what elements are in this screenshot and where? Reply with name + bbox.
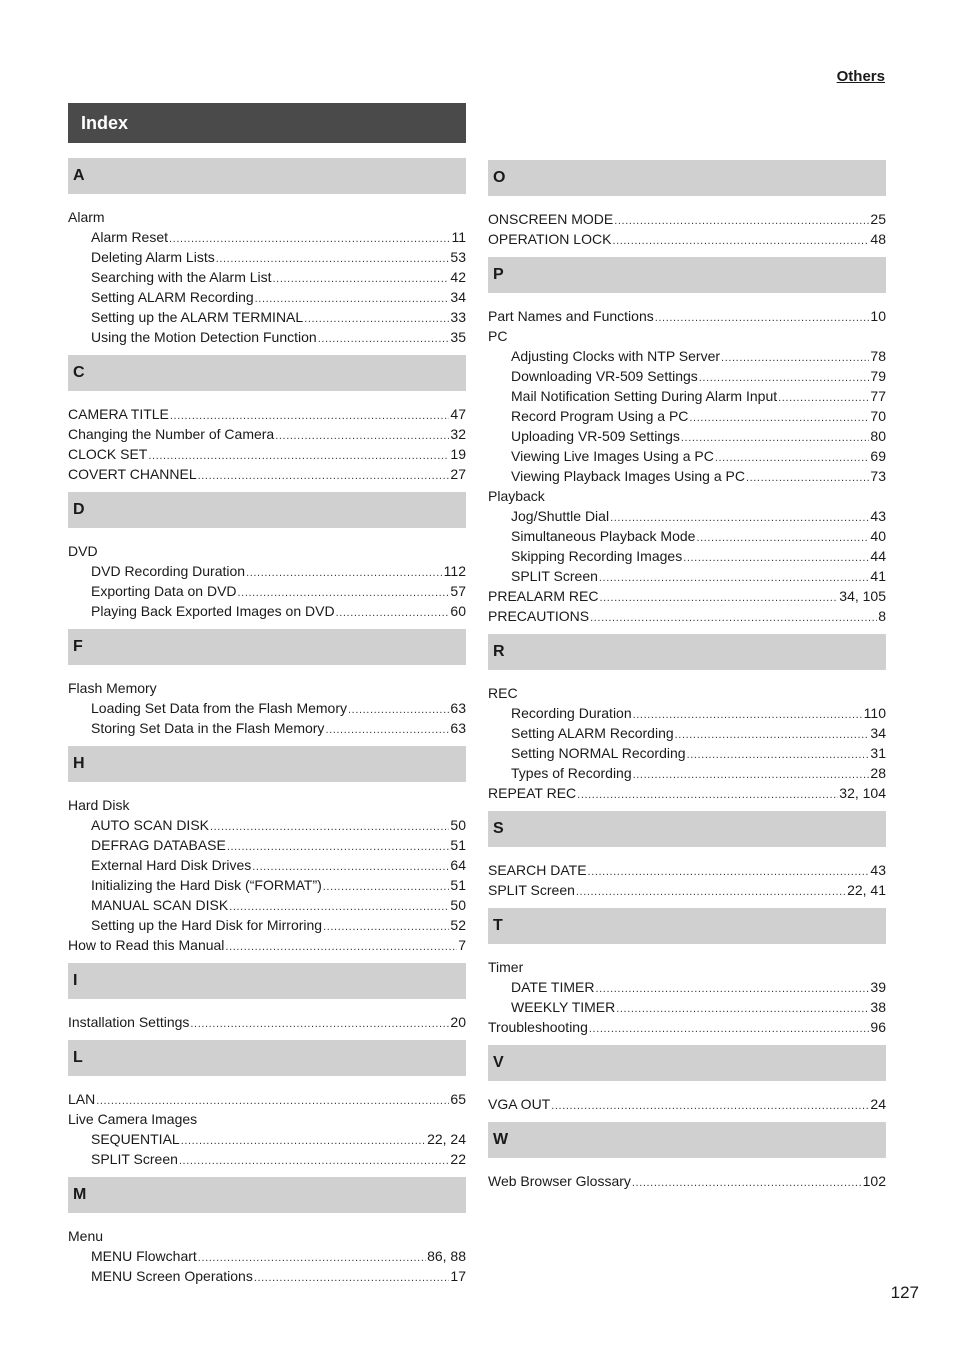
entry-term: Part Names and Functions	[488, 308, 654, 324]
entry-term: Viewing Playback Images Using a PC	[511, 468, 745, 484]
entry-page-ref: 86, 88	[427, 1248, 466, 1264]
dot-leader	[681, 428, 870, 448]
letter-heading	[68, 629, 466, 665]
entry-term: Flash Memory	[68, 680, 157, 696]
entry-page-ref: 10	[870, 308, 886, 324]
entry-page-ref: 38	[870, 999, 886, 1015]
dot-leader	[238, 583, 450, 603]
dot-leader	[96, 1091, 449, 1111]
dot-leader	[589, 1019, 870, 1039]
index-subentry	[488, 763, 886, 783]
entry-term: MANUAL SCAN DISK	[91, 897, 229, 913]
entry-page-ref: 42	[450, 269, 466, 285]
dot-leader	[696, 528, 869, 548]
entry-term: Downloading VR-509 Settings	[511, 368, 698, 384]
index-subentry	[68, 601, 466, 621]
index-entry-list	[68, 541, 466, 621]
dot-leader	[252, 857, 449, 877]
entry-page-ref: 50	[450, 897, 466, 913]
letter-heading	[488, 811, 886, 847]
dot-leader	[323, 917, 449, 937]
index-subentry	[488, 546, 886, 566]
entry-term: REC	[488, 685, 518, 701]
entry-page-ref: 53	[450, 249, 466, 265]
entry-term: SPLIT Screen	[488, 882, 575, 898]
letter-heading	[68, 492, 466, 528]
entry-term: Menu	[68, 1228, 104, 1244]
index-subentry	[68, 1266, 466, 1286]
index-entry	[68, 1012, 466, 1032]
entry-page-ref: 41	[870, 568, 886, 584]
entry-term: Setting NORMAL Recording	[511, 745, 686, 761]
entry-term: Installation Settings	[68, 1014, 190, 1030]
entry-term: LAN	[68, 1091, 96, 1107]
index-title: Index	[81, 113, 129, 133]
dot-leader	[610, 508, 869, 528]
index-entry	[488, 606, 886, 626]
dot-leader	[632, 1173, 862, 1193]
entry-term: Setting up the Hard Disk for Mirroring	[91, 917, 323, 933]
index-entry	[488, 586, 886, 606]
letter-heading	[68, 1177, 466, 1213]
entry-page-ref: 52	[450, 917, 466, 933]
entry-term: Setting up the ALARM TERMINAL	[91, 309, 304, 325]
entry-page-ref: 69	[870, 448, 886, 464]
index-subentry	[68, 915, 466, 935]
index-subentry	[68, 1129, 466, 1149]
dot-leader	[577, 785, 838, 805]
index-subentry	[68, 1149, 466, 1169]
entry-term: Changing the Number of Camera	[68, 426, 275, 442]
dot-leader	[181, 1131, 426, 1151]
entry-page-ref: 60	[450, 603, 466, 619]
entry-term: Loading Set Data from the Flash Memory	[91, 700, 348, 716]
index-subentry	[68, 267, 466, 287]
letter-heading-label: H	[73, 755, 85, 772]
index-entry-list	[488, 957, 886, 1037]
letter-heading-label: A	[73, 167, 85, 184]
letter-heading	[68, 355, 466, 391]
entry-term: Using the Motion Detection Function	[91, 329, 317, 345]
index-subentry	[488, 506, 886, 526]
index-subentry	[488, 743, 886, 763]
entry-page-ref: 33	[450, 309, 466, 325]
index-entry	[488, 326, 886, 346]
dot-leader	[778, 388, 869, 408]
entry-term: WEEKLY TIMER	[511, 999, 616, 1015]
dot-leader	[614, 211, 869, 231]
entry-term: Jog/Shuttle Dial	[511, 508, 610, 524]
index-entry-list	[488, 683, 886, 803]
dot-leader	[169, 229, 450, 249]
index-subentry	[488, 723, 886, 743]
index-left-column	[68, 158, 466, 1294]
entry-page-ref: 39	[870, 979, 886, 995]
index-entry	[488, 209, 886, 229]
index-entry-list	[68, 207, 466, 347]
index-entry	[68, 424, 466, 444]
index-subentry	[68, 1246, 466, 1266]
dot-leader	[254, 1268, 450, 1288]
index-entry	[68, 207, 466, 227]
index-subentry	[68, 307, 466, 327]
dot-leader	[275, 426, 449, 446]
index-title-bar	[68, 103, 466, 143]
entry-term: Types of Recording	[511, 765, 632, 781]
entry-page-ref: 22, 41	[847, 882, 886, 898]
entry-page-ref: 40	[870, 528, 886, 544]
entry-page-ref: 32, 104	[839, 785, 886, 801]
index-entry	[68, 464, 466, 484]
entry-term: CAMERA TITLE	[68, 406, 169, 422]
entry-term: DVD	[68, 543, 98, 559]
index-entry-list	[68, 795, 466, 955]
dot-leader	[198, 466, 450, 486]
entry-page-ref: 34, 105	[839, 588, 886, 604]
entry-term: ONSCREEN MODE	[488, 211, 614, 227]
index-subentry	[68, 835, 466, 855]
index-subentry	[68, 327, 466, 347]
dot-leader	[655, 308, 870, 328]
entry-term: MENU Flowchart	[91, 1248, 197, 1264]
dot-leader	[633, 765, 870, 785]
index-entry	[488, 306, 886, 326]
entry-page-ref: 64	[450, 857, 466, 873]
entry-page-ref: 27	[450, 466, 466, 482]
entry-page-ref: 51	[450, 877, 466, 893]
index-subentry	[488, 426, 886, 446]
entry-page-ref: 77	[870, 388, 886, 404]
dot-leader	[689, 408, 869, 428]
entry-page-ref: 102	[862, 1173, 886, 1189]
entry-page-ref: 78	[870, 348, 886, 364]
dot-leader	[273, 269, 450, 289]
entry-page-ref: 20	[450, 1014, 466, 1030]
entry-term: OPERATION LOCK	[488, 231, 612, 247]
entry-page-ref: 96	[870, 1019, 886, 1035]
entry-page-ref: 17	[450, 1268, 466, 1284]
entry-page-ref: 63	[450, 700, 466, 716]
letter-heading-label: S	[493, 820, 504, 837]
entry-term: REPEAT REC	[488, 785, 577, 801]
entry-term: Hard Disk	[68, 797, 130, 813]
letter-heading-label: W	[493, 1131, 509, 1148]
index-subentry	[488, 977, 886, 997]
page-number: 127	[890, 1283, 919, 1302]
entry-page-ref: 79	[870, 368, 886, 384]
entry-term: Timer	[488, 959, 524, 975]
entry-term: Playback	[488, 488, 545, 504]
letter-heading-label: I	[73, 972, 78, 989]
entry-term: Troubleshooting	[488, 1019, 588, 1035]
letter-heading-label: D	[73, 501, 85, 518]
entry-term: MENU Screen Operations	[91, 1268, 253, 1284]
entry-term: Alarm Reset	[91, 229, 169, 245]
index-subentry	[68, 581, 466, 601]
index-subentry	[68, 247, 466, 267]
letter-heading-label: L	[73, 1049, 83, 1066]
index-entry-list	[488, 1171, 886, 1191]
entry-page-ref: 34	[870, 725, 886, 741]
index-entry	[488, 1171, 886, 1191]
index-subentry	[68, 875, 466, 895]
index-entry-list	[488, 306, 886, 626]
entry-term: AUTO SCAN DISK	[91, 817, 209, 833]
dot-leader	[683, 548, 869, 568]
entry-term: Mail Notification Setting During Alarm Input	[511, 388, 778, 404]
index-entry	[68, 1226, 466, 1246]
entry-term: DEFRAG DATABASE	[91, 837, 226, 853]
index-entry	[488, 860, 886, 880]
entry-term: SEQUENTIAL	[91, 1131, 180, 1147]
dot-leader	[210, 817, 449, 837]
letter-heading	[488, 1122, 886, 1158]
dot-leader	[675, 725, 870, 745]
dot-leader	[551, 1096, 869, 1116]
letter-heading-label: M	[73, 1186, 87, 1203]
index-subentry	[68, 227, 466, 247]
dot-leader	[255, 289, 450, 309]
entry-page-ref: 25	[870, 211, 886, 227]
entry-page-ref: 57	[450, 583, 466, 599]
index-subentry	[68, 698, 466, 718]
entry-page-ref: 24	[870, 1096, 886, 1112]
letter-heading	[488, 160, 886, 196]
entry-term: PC	[488, 328, 508, 344]
index-subentry	[68, 287, 466, 307]
entry-term: Recording Duration	[511, 705, 632, 721]
entry-term: How to Read this Manual	[68, 937, 225, 953]
index-entry	[68, 678, 466, 698]
letter-heading	[488, 1045, 886, 1081]
entry-page-ref: 110	[863, 705, 886, 721]
index-subentry	[488, 386, 886, 406]
index-subentry	[68, 855, 466, 875]
index-entry	[488, 1017, 886, 1037]
dot-leader	[148, 446, 449, 466]
entry-page-ref: 50	[450, 817, 466, 833]
entry-term: Live Camera Images	[68, 1111, 198, 1127]
dot-leader	[229, 897, 449, 917]
dot-leader	[599, 588, 838, 608]
dot-leader	[616, 999, 869, 1019]
entry-term: PREALARM REC	[488, 588, 599, 604]
index-subentry	[68, 895, 466, 915]
index-entry	[488, 1094, 886, 1114]
letter-heading-label: V	[493, 1054, 504, 1071]
entry-term: Adjusting Clocks with NTP Server	[511, 348, 721, 364]
index-entry	[68, 444, 466, 464]
dot-leader	[596, 979, 870, 999]
entry-term: Exporting Data on DVD	[91, 583, 237, 599]
entry-term: Deleting Alarm Lists	[91, 249, 215, 265]
entry-term: Alarm	[68, 209, 105, 225]
dot-leader	[216, 249, 450, 269]
index-subentry	[488, 446, 886, 466]
index-entry	[68, 935, 466, 955]
dot-leader	[348, 700, 449, 720]
entry-page-ref: 35	[450, 329, 466, 345]
entry-term: VGA OUT	[488, 1096, 551, 1112]
index-subentry	[488, 566, 886, 586]
letter-heading-label: O	[493, 169, 506, 186]
entry-page-ref: 31	[870, 745, 886, 761]
index-subentry	[68, 718, 466, 738]
entry-page-ref: 48	[870, 231, 886, 247]
entry-page-ref: 43	[870, 508, 886, 524]
index-subentry	[488, 703, 886, 723]
index-entry	[488, 486, 886, 506]
letter-heading-label: P	[493, 266, 504, 283]
dot-leader	[590, 608, 877, 628]
entry-page-ref: 43	[870, 862, 886, 878]
index-subentry	[488, 526, 886, 546]
letter-heading	[68, 963, 466, 999]
index-entry	[68, 1089, 466, 1109]
entry-term: PRECAUTIONS	[488, 608, 590, 624]
dot-leader	[190, 1014, 449, 1034]
entry-page-ref: 80	[870, 428, 886, 444]
index-subentry	[488, 406, 886, 426]
letter-heading-label: R	[493, 643, 505, 660]
entry-term: Initializing the Hard Disk (“FORMAT”)	[91, 877, 322, 893]
entry-page-ref: 73	[870, 468, 886, 484]
entry-page-ref: 112	[443, 563, 466, 579]
letter-heading-label: F	[73, 638, 83, 655]
entry-page-ref: 22	[450, 1151, 466, 1167]
entry-term: SPLIT Screen	[91, 1151, 178, 1167]
entry-term: COVERT CHANNEL	[68, 466, 197, 482]
index-subentry	[488, 997, 886, 1017]
dot-leader	[323, 877, 450, 897]
letter-heading	[488, 634, 886, 670]
entry-page-ref: 51	[450, 837, 466, 853]
index-entry	[488, 957, 886, 977]
index-subentry	[68, 561, 466, 581]
entry-term: Searching with the Alarm List	[91, 269, 272, 285]
index-entry	[488, 683, 886, 703]
dot-leader	[246, 563, 443, 583]
letter-heading	[488, 908, 886, 944]
letter-heading-label: T	[493, 917, 503, 934]
index-entry	[488, 783, 886, 803]
entry-term: Playing Back Exported Images on DVD	[91, 603, 335, 619]
entry-page-ref: 70	[870, 408, 886, 424]
dot-leader	[304, 309, 449, 329]
dot-leader	[336, 603, 450, 623]
entry-term: Setting ALARM Recording	[91, 289, 254, 305]
entry-term: DVD Recording Duration	[91, 563, 246, 579]
letter-heading	[68, 746, 466, 782]
entry-page-ref: 19	[450, 446, 466, 462]
index-entry-list	[68, 678, 466, 738]
index-entry-list	[488, 1094, 886, 1114]
entry-page-ref: 47	[450, 406, 466, 422]
dot-leader	[746, 468, 869, 488]
entry-term: Setting ALARM Recording	[511, 725, 674, 741]
dot-leader	[699, 368, 870, 388]
dot-leader	[227, 837, 450, 857]
entry-page-ref: 44	[870, 548, 886, 564]
index-subentry	[488, 346, 886, 366]
index-subentry	[68, 815, 466, 835]
entry-term: Viewing Live Images Using a PC	[511, 448, 714, 464]
dot-leader	[599, 568, 870, 588]
dot-leader	[179, 1151, 450, 1171]
entry-term: SEARCH DATE	[488, 862, 587, 878]
entry-term: Simultaneous Playback Mode	[511, 528, 696, 544]
letter-heading	[68, 158, 466, 194]
index-entry-list	[488, 209, 886, 249]
entry-term: Record Program Using a PC	[511, 408, 689, 424]
letter-heading	[488, 257, 886, 293]
index-entry	[488, 229, 886, 249]
index-entry	[68, 541, 466, 561]
entry-page-ref: 63	[450, 720, 466, 736]
entry-term: CLOCK SET	[68, 446, 148, 462]
entry-page-ref: 32	[450, 426, 466, 442]
dot-leader	[318, 329, 450, 349]
letter-heading-label: C	[73, 364, 85, 381]
index-entry-list	[68, 1226, 466, 1286]
index-right-column	[488, 160, 886, 1199]
entry-term: SPLIT Screen	[511, 568, 598, 584]
dot-leader	[633, 705, 863, 725]
entry-term: DATE TIMER	[511, 979, 595, 995]
index-entry-list	[68, 1089, 466, 1169]
entry-page-ref: 7	[458, 937, 466, 953]
dot-leader	[612, 231, 869, 251]
entry-term: External Hard Disk Drives	[91, 857, 252, 873]
entry-page-ref: 65	[450, 1091, 466, 1107]
entry-page-ref: 22, 24	[427, 1131, 466, 1147]
index-entry-list	[488, 860, 886, 900]
index-subentry	[488, 366, 886, 386]
index-entry	[68, 795, 466, 815]
index-subentry	[488, 466, 886, 486]
dot-leader	[198, 1248, 426, 1268]
index-entry-list	[68, 404, 466, 484]
index-entry-list	[68, 1012, 466, 1032]
dot-leader	[325, 720, 449, 740]
section-label: Others	[836, 68, 885, 85]
index-entry	[488, 880, 886, 900]
entry-term: Skipping Recording Images	[511, 548, 683, 564]
entry-page-ref: 8	[878, 608, 886, 624]
dot-leader	[170, 406, 450, 426]
dot-leader	[576, 882, 846, 902]
entry-term: Uploading VR-509 Settings	[511, 428, 680, 444]
dot-leader	[687, 745, 870, 765]
entry-page-ref: 28	[870, 765, 886, 781]
dot-leader	[588, 862, 870, 882]
dot-leader	[721, 348, 869, 368]
dot-leader	[715, 448, 870, 468]
index-entry	[68, 404, 466, 424]
entry-term: Storing Set Data in the Flash Memory	[91, 720, 325, 736]
entry-page-ref: 11	[451, 229, 466, 245]
letter-heading	[68, 1040, 466, 1076]
entry-term: Web Browser Glossary	[488, 1173, 631, 1189]
index-entry	[68, 1109, 466, 1129]
dot-leader	[225, 937, 457, 957]
entry-page-ref: 34	[450, 289, 466, 305]
